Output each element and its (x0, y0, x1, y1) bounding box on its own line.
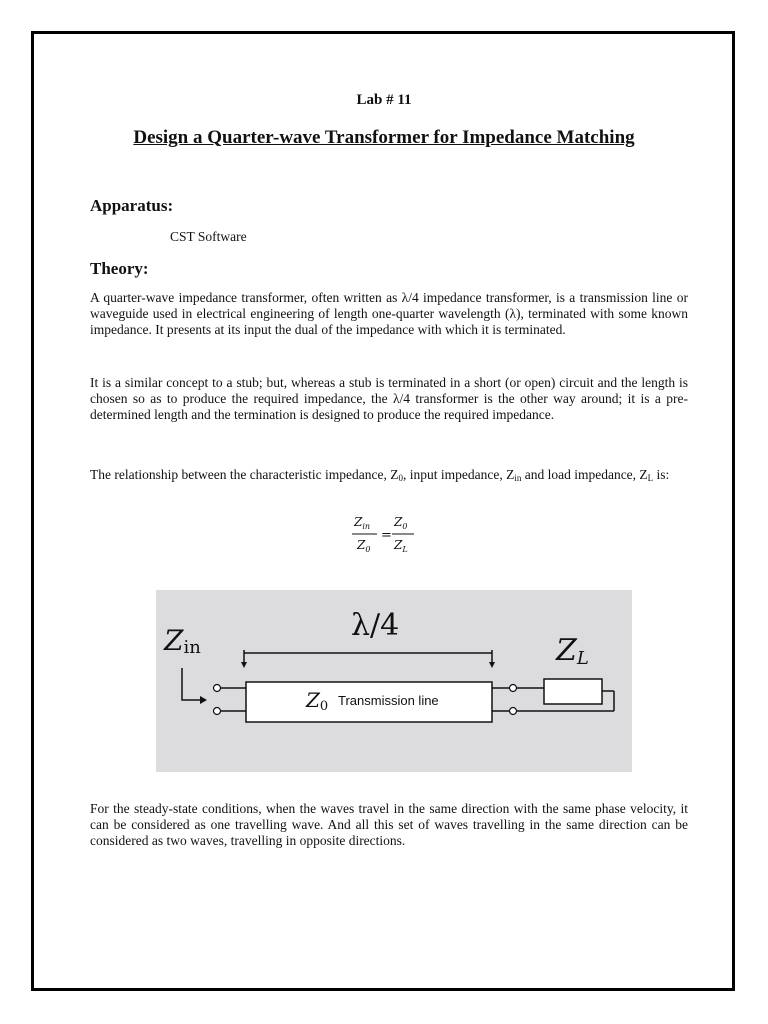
impedance-equation (348, 512, 420, 556)
zl-label: ZL (556, 633, 589, 669)
apparatus-heading: Apparatus: (90, 196, 174, 215)
svg-text:Z0: $Z_0$ (357, 538, 371, 554)
length-label: λ/4 (351, 608, 400, 643)
theory-heading: Theory: (90, 259, 149, 278)
page-title: Design a Quarter-wave Transformer for Impedance Matching (133, 127, 635, 148)
svg-text:=: = (381, 528, 392, 543)
theory-paragraph-3: The relationship between the characteristic impedance, $Z_0$, input impedance, $Z_{in}$ and load impedance, $Z_L$ is: (90, 467, 670, 483)
theory-paragraph-4: For the steady-state conditions, when the waves travel in the same direction with the same phase velocity, it can be considered as one travelling wave. And all this set of waves travelling in the same direction can be considered as two waves, travelling in opposite directions. (90, 801, 688, 848)
svg-text:Z0: $Z_0$ (394, 515, 408, 531)
svg-text:Z0: Z0 (306, 688, 329, 714)
theory-paragraph-2: It is a similar concept to a stub; but, whereas a stub is terminated in a short (or open) circuit and the length is chosen so as to produce the required impedance, the λ/4 transformer is the other way around; it is a pre-determined length and the termination is designed to produce the required impedance. (90, 375, 688, 422)
theory-paragraph-1: A quarter-wave impedance transformer, often written as λ/4 impedance transformer, is a transmission line or waveguide used in electrical engineering of length one-quarter wavelength (λ), terminated with some known impedance. It presents at its input the dual of the impedance with which it is terminated. (90, 290, 688, 337)
svg-text:Zin: $Z_{in}$ (354, 515, 371, 531)
lab-number: Lab # 11 (356, 92, 412, 108)
transmission-line-label: Transmission line (338, 693, 439, 708)
transmission-line-figure (156, 590, 632, 772)
load-impedance-box (544, 679, 602, 704)
svg-text:ZL: $Z_L$ (394, 538, 408, 554)
apparatus-item: CST Software (170, 229, 247, 244)
zin-label: Zin (164, 624, 201, 658)
